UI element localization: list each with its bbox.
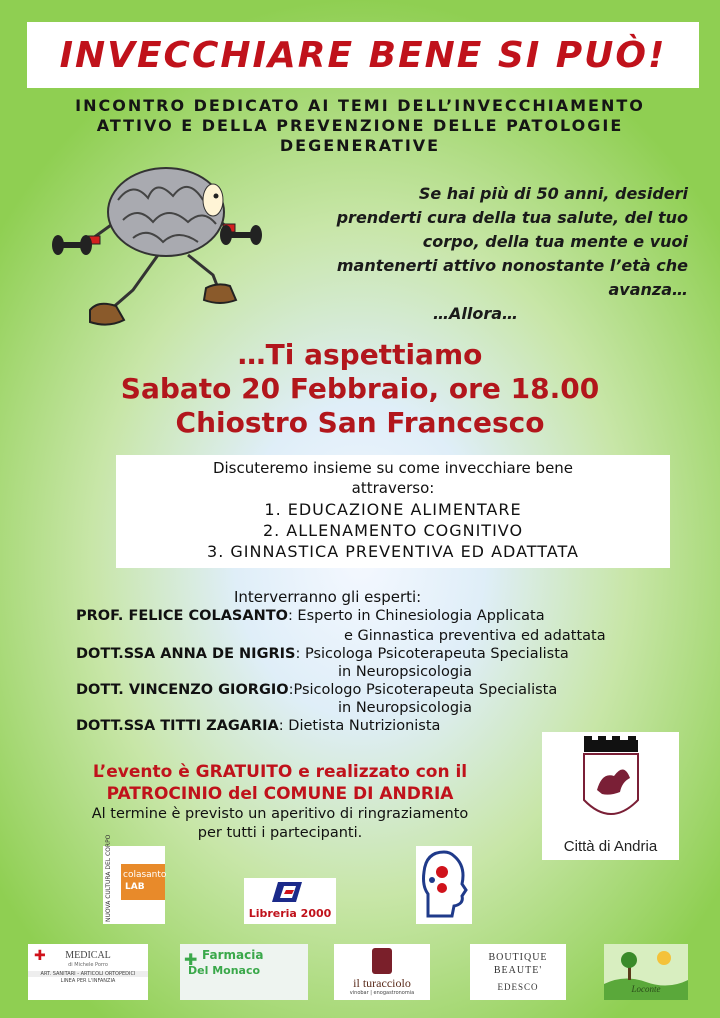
medical-sub: di Michele Porro bbox=[68, 962, 108, 968]
medical-cross-icon: ✚ bbox=[34, 948, 46, 964]
expert-role-cont: e Ginnastica preventiva ed adattata bbox=[344, 628, 606, 644]
medical-line: ART. SANITARI - ARTICOLI ORTOPEDICI bbox=[28, 971, 148, 977]
expert-name: DOTT.SSA TITTI ZAGARIA bbox=[76, 718, 279, 734]
andria-crest-icon bbox=[542, 732, 679, 832]
citta-di-andria-logo bbox=[542, 732, 679, 860]
boutique-line2: BEAUTE' bbox=[493, 965, 543, 976]
lead-text bbox=[240, 182, 688, 326]
loconte-name: Loconte bbox=[631, 984, 661, 994]
expert-separator: : bbox=[288, 682, 294, 698]
turacciolo-sub: vinobar | enogastronomia bbox=[349, 990, 415, 996]
topic-item: 2. ALLENAMENTO COGNITIVO bbox=[262, 521, 524, 540]
expert-role-cont: in Neuropsicologia bbox=[338, 700, 472, 716]
topics-intro: Discuteremo insieme su come invecchiare bene bbox=[212, 459, 574, 477]
turacciolo-name: il turacciolo bbox=[353, 976, 411, 990]
poster-title: INVECCHIARE BENE SI PUÒ! bbox=[27, 22, 699, 88]
closing-line: Al termine è previsto un aperitivo di ringraziamento bbox=[91, 806, 469, 822]
topics-intro: attraverso: bbox=[351, 479, 435, 497]
colasanto-name: colasanto bbox=[123, 870, 167, 880]
intro-line: INCONTRO DEDICATO AI TEMI DELL’INVECCHIAMENTO bbox=[75, 96, 645, 115]
il-turacciolo-logo bbox=[334, 944, 430, 1000]
event-date: Sabato 20 Febbraio, ore 18.00 bbox=[120, 372, 600, 405]
farmacia-cross-icon: ✚ bbox=[184, 950, 198, 969]
lead-line: mantenerti attivo nonostante l’età che bbox=[336, 256, 688, 275]
lead-line: …Allora… bbox=[432, 304, 518, 323]
expert-name: PROF. FELICE COLASANTO bbox=[76, 608, 288, 624]
experts-heading: Interverranno gli esperti: bbox=[234, 588, 422, 606]
lead-line: Se hai più di 50 anni, desideri bbox=[418, 184, 688, 203]
expert-role: Dietista Nutrizionista bbox=[283, 718, 441, 734]
expert-role: Psicologo Psicoterapeuta Specialista bbox=[293, 682, 558, 698]
expert-separator: : bbox=[278, 718, 284, 734]
expert-separator: : bbox=[295, 646, 301, 662]
medical-title: MEDICAL bbox=[65, 950, 111, 961]
boutique-line1: BOUTIQUE bbox=[488, 952, 548, 963]
boutique-beaute-logo bbox=[470, 944, 566, 1000]
expert-row bbox=[76, 646, 569, 662]
colasanto-side-text: NUOVA CULTURA DEL CORPO bbox=[105, 834, 112, 922]
medical-line2: LINEA PER L'INFANZIA bbox=[60, 978, 116, 984]
expert-row bbox=[76, 682, 557, 698]
event-location: Chiostro San Francesco bbox=[175, 406, 545, 439]
intro-line: DEGENERATIVE bbox=[279, 136, 441, 155]
farmacia-del-monaco-logo bbox=[180, 944, 308, 1000]
event-invite: …Ti aspettiamo bbox=[237, 338, 483, 371]
lead-line: avanza… bbox=[608, 280, 688, 299]
libreria-2000-logo bbox=[244, 878, 336, 924]
expert-row bbox=[76, 718, 440, 734]
intro-text bbox=[20, 96, 700, 156]
expert-role: Psicologa Psicoterapeuta Specialista bbox=[300, 646, 569, 662]
expert-row bbox=[76, 608, 545, 624]
libreria-label: Libreria 2000 bbox=[248, 907, 332, 920]
expert-role-cont: in Neuropsicologia bbox=[338, 664, 472, 680]
lead-line: corpo, della tua mente e vuoi bbox=[422, 232, 688, 251]
patronage-line: PATROCINIO del COMUNE DI ANDRIA bbox=[106, 784, 454, 804]
andria-label: Città di Andria bbox=[563, 838, 658, 855]
loconte-logo bbox=[604, 944, 688, 1000]
topics-box bbox=[116, 455, 670, 568]
free-event-line: L’evento è GRATUITO e realizzato con il bbox=[92, 762, 468, 782]
expert-name: DOTT. VINCENZO GIORGIO bbox=[76, 682, 289, 698]
lead-line: prenderti cura della tua salute, del tuo bbox=[336, 208, 688, 227]
boutique-line3: EDESCO bbox=[497, 982, 539, 992]
topic-item: 1. EDUCAZIONE ALIMENTARE bbox=[264, 500, 522, 519]
colasanto-lab: LAB bbox=[125, 882, 145, 892]
medical-logo bbox=[28, 944, 148, 1000]
farmacia-name2: Del Monaco bbox=[188, 964, 261, 977]
expert-role: Esperto in Chinesiologia Applicata bbox=[292, 608, 545, 624]
expert-name: DOTT.SSA ANNA DE NIGRIS bbox=[76, 646, 296, 662]
turacciolo-bottle-icon bbox=[372, 948, 392, 974]
expert-separator: : bbox=[287, 608, 293, 624]
topic-item: 3. GINNASTICA PREVENTIVA ED ADATTATA bbox=[207, 542, 579, 561]
neuropsychology-head-logo bbox=[416, 846, 472, 924]
closing-line: per tutti i partecipanti. bbox=[197, 825, 363, 841]
farmacia-name: Farmacia bbox=[202, 948, 264, 962]
libreria-book-icon bbox=[244, 878, 336, 908]
head-profile-icon bbox=[416, 846, 472, 924]
intro-line: ATTIVO E DELLA PREVENZIONE DELLE PATOLOGIE bbox=[96, 116, 624, 135]
colasanto-lab-logo bbox=[103, 834, 167, 924]
